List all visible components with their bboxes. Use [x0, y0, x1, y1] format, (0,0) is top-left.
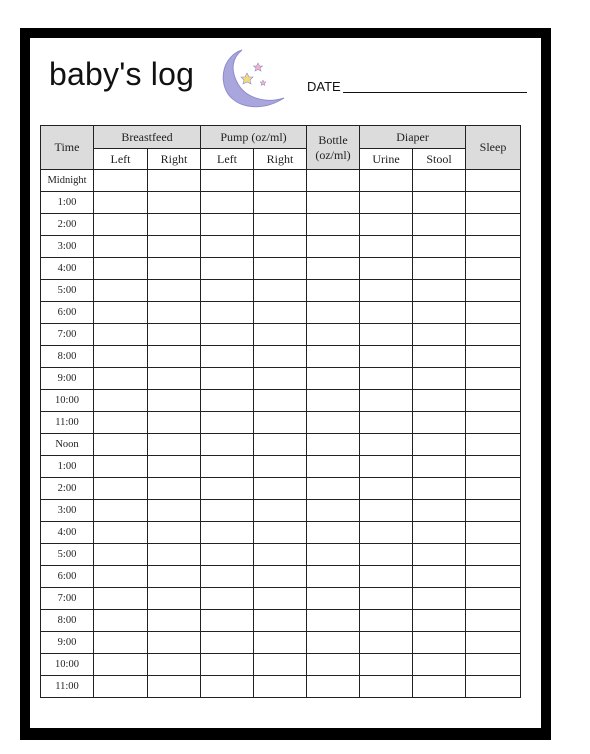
- header-breastfeed: Breastfeed: [94, 126, 201, 149]
- breastfeed-right-cell[interactable]: [148, 654, 201, 676]
- pump-left-cell[interactable]: [201, 478, 254, 500]
- time-cell: Noon: [41, 434, 94, 456]
- diaper-stool-cell[interactable]: [413, 434, 466, 456]
- pump-left-cell[interactable]: [201, 258, 254, 280]
- pump-right-cell[interactable]: [254, 390, 307, 412]
- diaper-urine-cell[interactable]: [360, 324, 413, 346]
- diaper-stool-cell[interactable]: [413, 456, 466, 478]
- breastfeed-right-cell[interactable]: [148, 434, 201, 456]
- header-bottle: Bottle (oz/ml): [307, 126, 360, 170]
- pump-right-cell[interactable]: [254, 588, 307, 610]
- breastfeed-left-cell[interactable]: [94, 236, 148, 258]
- pump-left-cell[interactable]: [201, 214, 254, 236]
- time-cell: 7:00: [41, 324, 94, 346]
- bottle-cell[interactable]: [307, 654, 360, 676]
- sleep-cell[interactable]: [466, 588, 521, 610]
- bottle-cell[interactable]: [307, 214, 360, 236]
- time-cell: 4:00: [41, 258, 94, 280]
- time-cell: 8:00: [41, 346, 94, 368]
- table-row: [41, 170, 521, 192]
- time-cell: 5:00: [41, 544, 94, 566]
- breastfeed-right-cell[interactable]: [148, 390, 201, 412]
- table-row: [41, 676, 521, 698]
- diaper-urine-cell[interactable]: [360, 522, 413, 544]
- breastfeed-right-cell[interactable]: [148, 544, 201, 566]
- diaper-stool-cell[interactable]: [413, 368, 466, 390]
- breastfeed-right-cell[interactable]: [148, 412, 201, 434]
- breastfeed-right-cell[interactable]: [148, 170, 201, 192]
- pump-left-cell[interactable]: [201, 346, 254, 368]
- breastfeed-left-cell[interactable]: [94, 522, 148, 544]
- time-cell: 7:00: [41, 588, 94, 610]
- breastfeed-right-cell[interactable]: [148, 610, 201, 632]
- date-field[interactable]: [343, 92, 527, 93]
- table-row: [41, 302, 521, 324]
- bottle-cell[interactable]: [307, 566, 360, 588]
- table-row: [41, 412, 521, 434]
- sleep-cell[interactable]: [466, 566, 521, 588]
- time-cell: 3:00: [41, 500, 94, 522]
- diaper-urine-cell[interactable]: [360, 456, 413, 478]
- pump-right-cell[interactable]: [254, 610, 307, 632]
- page-title: baby's log: [49, 56, 195, 92]
- time-cell: 10:00: [41, 390, 94, 412]
- table-row: [41, 236, 521, 258]
- time-cell: 9:00: [41, 632, 94, 654]
- pump-right-cell[interactable]: [254, 302, 307, 324]
- diaper-stool-cell[interactable]: [413, 478, 466, 500]
- bottle-cell[interactable]: [307, 192, 360, 214]
- pump-left-cell[interactable]: [201, 390, 254, 412]
- diaper-stool-cell[interactable]: [413, 236, 466, 258]
- pump-right-cell[interactable]: [254, 324, 307, 346]
- sleep-cell[interactable]: [466, 390, 521, 412]
- pump-left-cell[interactable]: [201, 302, 254, 324]
- breastfeed-left-cell[interactable]: [94, 654, 148, 676]
- breastfeed-left-cell[interactable]: [94, 478, 148, 500]
- diaper-stool-cell[interactable]: [413, 654, 466, 676]
- time-cell: 10:00: [41, 654, 94, 676]
- header-breastfeed-left: Left: [94, 149, 148, 170]
- time-cell: 8:00: [41, 610, 94, 632]
- diaper-stool-cell[interactable]: [413, 610, 466, 632]
- diaper-stool-cell[interactable]: [413, 390, 466, 412]
- table-row: [41, 390, 521, 412]
- header-breastfeed-right: Right: [148, 149, 201, 170]
- pump-left-cell[interactable]: [201, 654, 254, 676]
- pump-left-cell[interactable]: [201, 500, 254, 522]
- table-row: [41, 632, 521, 654]
- diaper-urine-cell[interactable]: [360, 544, 413, 566]
- breastfeed-left-cell[interactable]: [94, 324, 148, 346]
- bottle-cell[interactable]: [307, 676, 360, 698]
- diaper-stool-cell[interactable]: [413, 566, 466, 588]
- pump-right-cell[interactable]: [254, 258, 307, 280]
- time-cell: Midnight: [41, 170, 94, 192]
- diaper-stool-cell[interactable]: [413, 632, 466, 654]
- sleep-cell[interactable]: [466, 654, 521, 676]
- pump-right-cell[interactable]: [254, 566, 307, 588]
- pump-left-cell[interactable]: [201, 368, 254, 390]
- sleep-cell[interactable]: [466, 412, 521, 434]
- pump-right-cell[interactable]: [254, 192, 307, 214]
- time-cell: 9:00: [41, 368, 94, 390]
- table-row: [41, 478, 521, 500]
- breastfeed-left-cell[interactable]: [94, 456, 148, 478]
- breastfeed-right-cell[interactable]: [148, 236, 201, 258]
- pump-right-cell[interactable]: [254, 632, 307, 654]
- sleep-cell[interactable]: [466, 236, 521, 258]
- bottle-cell[interactable]: [307, 258, 360, 280]
- pump-left-cell[interactable]: [201, 434, 254, 456]
- breastfeed-left-cell[interactable]: [94, 412, 148, 434]
- table-row: [41, 588, 521, 610]
- breastfeed-right-cell[interactable]: [148, 632, 201, 654]
- pump-left-cell[interactable]: [201, 412, 254, 434]
- time-cell: 6:00: [41, 302, 94, 324]
- diaper-stool-cell[interactable]: [413, 522, 466, 544]
- pump-right-cell[interactable]: [254, 170, 307, 192]
- pump-right-cell[interactable]: [254, 412, 307, 434]
- sleep-cell[interactable]: [466, 500, 521, 522]
- pump-right-cell[interactable]: [254, 236, 307, 258]
- diaper-urine-cell[interactable]: [360, 478, 413, 500]
- pump-right-cell[interactable]: [254, 434, 307, 456]
- sleep-cell[interactable]: [466, 170, 521, 192]
- header-pump-right: Right: [254, 149, 307, 170]
- table-row: [41, 368, 521, 390]
- diaper-urine-cell[interactable]: [360, 368, 413, 390]
- breastfeed-right-cell[interactable]: [148, 478, 201, 500]
- bottle-cell[interactable]: [307, 412, 360, 434]
- bottle-cell[interactable]: [307, 302, 360, 324]
- pump-left-cell[interactable]: [201, 676, 254, 698]
- time-cell: 6:00: [41, 566, 94, 588]
- time-cell: 3:00: [41, 236, 94, 258]
- diaper-urine-cell[interactable]: [360, 566, 413, 588]
- sleep-cell[interactable]: [466, 522, 521, 544]
- log-table-body: [41, 170, 521, 698]
- sleep-cell[interactable]: [466, 676, 521, 698]
- sleep-cell[interactable]: [466, 544, 521, 566]
- diaper-urine-cell[interactable]: [360, 654, 413, 676]
- time-cell: 2:00: [41, 214, 94, 236]
- time-cell: 5:00: [41, 280, 94, 302]
- diaper-urine-cell[interactable]: [360, 390, 413, 412]
- pump-left-cell[interactable]: [201, 522, 254, 544]
- diaper-stool-cell[interactable]: [413, 544, 466, 566]
- bottle-cell[interactable]: [307, 522, 360, 544]
- sleep-cell[interactable]: [466, 610, 521, 632]
- pump-right-cell[interactable]: [254, 280, 307, 302]
- pump-right-cell[interactable]: [254, 478, 307, 500]
- diaper-urine-cell[interactable]: [360, 280, 413, 302]
- diaper-stool-cell[interactable]: [413, 500, 466, 522]
- table-row: [41, 654, 521, 676]
- bottle-cell[interactable]: [307, 324, 360, 346]
- breastfeed-left-cell[interactable]: [94, 588, 148, 610]
- diaper-stool-cell[interactable]: [413, 170, 466, 192]
- breastfeed-right-cell[interactable]: [148, 368, 201, 390]
- moon-icon: [216, 46, 288, 110]
- sleep-cell[interactable]: [466, 192, 521, 214]
- bottle-cell[interactable]: [307, 632, 360, 654]
- sleep-cell[interactable]: [466, 368, 521, 390]
- table-row: [41, 280, 521, 302]
- breastfeed-right-cell[interactable]: [148, 214, 201, 236]
- diaper-urine-cell[interactable]: [360, 434, 413, 456]
- diaper-stool-cell[interactable]: [413, 192, 466, 214]
- breastfeed-right-cell[interactable]: [148, 566, 201, 588]
- sleep-cell[interactable]: [466, 280, 521, 302]
- diaper-urine-cell[interactable]: [360, 610, 413, 632]
- sleep-cell[interactable]: [466, 324, 521, 346]
- breastfeed-right-cell[interactable]: [148, 500, 201, 522]
- sleep-cell[interactable]: [466, 258, 521, 280]
- diaper-urine-cell[interactable]: [360, 632, 413, 654]
- breastfeed-left-cell[interactable]: [94, 434, 148, 456]
- diaper-stool-cell[interactable]: [413, 258, 466, 280]
- diaper-stool-cell[interactable]: [413, 676, 466, 698]
- pump-left-cell[interactable]: [201, 170, 254, 192]
- breastfeed-right-cell[interactable]: [148, 588, 201, 610]
- sleep-cell[interactable]: [466, 346, 521, 368]
- bottle-cell[interactable]: [307, 236, 360, 258]
- pump-left-cell[interactable]: [201, 588, 254, 610]
- header-time: Time: [41, 126, 94, 170]
- pump-right-cell[interactable]: [254, 214, 307, 236]
- pump-right-cell[interactable]: [254, 676, 307, 698]
- table-row: [41, 522, 521, 544]
- breastfeed-left-cell[interactable]: [94, 566, 148, 588]
- breastfeed-right-cell[interactable]: [148, 346, 201, 368]
- bottle-cell[interactable]: [307, 170, 360, 192]
- time-cell: 2:00: [41, 478, 94, 500]
- pump-left-cell[interactable]: [201, 280, 254, 302]
- bottle-cell[interactable]: [307, 610, 360, 632]
- pump-right-cell[interactable]: [254, 544, 307, 566]
- time-cell: 1:00: [41, 456, 94, 478]
- pump-left-cell[interactable]: [201, 236, 254, 258]
- bottle-cell[interactable]: [307, 544, 360, 566]
- sleep-cell[interactable]: [466, 478, 521, 500]
- time-cell: 1:00: [41, 192, 94, 214]
- breastfeed-right-cell[interactable]: [148, 456, 201, 478]
- table-row: [41, 434, 521, 456]
- bottle-cell[interactable]: [307, 434, 360, 456]
- pump-left-cell[interactable]: [201, 456, 254, 478]
- date-label: DATE: [307, 79, 341, 94]
- bottle-cell[interactable]: [307, 588, 360, 610]
- breastfeed-left-cell[interactable]: [94, 500, 148, 522]
- breastfeed-left-cell[interactable]: [94, 390, 148, 412]
- breastfeed-left-cell[interactable]: [94, 544, 148, 566]
- table-row: [41, 192, 521, 214]
- breastfeed-left-cell[interactable]: [94, 632, 148, 654]
- diaper-urine-cell[interactable]: [360, 214, 413, 236]
- pump-left-cell[interactable]: [201, 192, 254, 214]
- diaper-stool-cell[interactable]: [413, 280, 466, 302]
- diaper-stool-cell[interactable]: [413, 588, 466, 610]
- header-diaper-urine: Urine: [360, 149, 413, 170]
- pump-left-cell[interactable]: [201, 566, 254, 588]
- diaper-urine-cell[interactable]: [360, 588, 413, 610]
- bottle-cell[interactable]: [307, 500, 360, 522]
- sleep-cell[interactable]: [466, 632, 521, 654]
- breastfeed-left-cell[interactable]: [94, 258, 148, 280]
- breastfeed-left-cell[interactable]: [94, 170, 148, 192]
- breastfeed-right-cell[interactable]: [148, 676, 201, 698]
- breastfeed-right-cell[interactable]: [148, 324, 201, 346]
- breastfeed-left-cell[interactable]: [94, 214, 148, 236]
- pump-left-cell[interactable]: [201, 610, 254, 632]
- breastfeed-right-cell[interactable]: [148, 302, 201, 324]
- breastfeed-right-cell[interactable]: [148, 258, 201, 280]
- table-row: [41, 456, 521, 478]
- bottle-cell[interactable]: [307, 280, 360, 302]
- breastfeed-left-cell[interactable]: [94, 302, 148, 324]
- diaper-urine-cell[interactable]: [360, 346, 413, 368]
- table-row: [41, 258, 521, 280]
- pump-left-cell[interactable]: [201, 544, 254, 566]
- header-pump-left: Left: [201, 149, 254, 170]
- breastfeed-left-cell[interactable]: [94, 368, 148, 390]
- bottle-cell[interactable]: [307, 456, 360, 478]
- diaper-stool-cell[interactable]: [413, 214, 466, 236]
- sleep-cell[interactable]: [466, 434, 521, 456]
- bottle-cell[interactable]: [307, 390, 360, 412]
- time-cell: 11:00: [41, 412, 94, 434]
- pump-right-cell[interactable]: [254, 522, 307, 544]
- header-sleep: Sleep: [466, 126, 521, 170]
- sleep-cell[interactable]: [466, 214, 521, 236]
- diaper-stool-cell[interactable]: [413, 412, 466, 434]
- table-row: [41, 214, 521, 236]
- diaper-urine-cell[interactable]: [360, 302, 413, 324]
- diaper-urine-cell[interactable]: [360, 258, 413, 280]
- breastfeed-right-cell[interactable]: [148, 522, 201, 544]
- bottle-cell[interactable]: [307, 478, 360, 500]
- pump-right-cell[interactable]: [254, 346, 307, 368]
- breastfeed-right-cell[interactable]: [148, 280, 201, 302]
- diaper-urine-cell[interactable]: [360, 236, 413, 258]
- breastfeed-left-cell[interactable]: [94, 346, 148, 368]
- pump-right-cell[interactable]: [254, 456, 307, 478]
- table-row: [41, 500, 521, 522]
- diaper-urine-cell[interactable]: [360, 412, 413, 434]
- pump-left-cell[interactable]: [201, 324, 254, 346]
- pump-right-cell[interactable]: [254, 654, 307, 676]
- sleep-cell[interactable]: [466, 302, 521, 324]
- bottle-cell[interactable]: [307, 368, 360, 390]
- diaper-stool-cell[interactable]: [413, 346, 466, 368]
- pump-right-cell[interactable]: [254, 500, 307, 522]
- header-diaper-stool: Stool: [413, 149, 466, 170]
- table-row: [41, 610, 521, 632]
- sleep-cell[interactable]: [466, 456, 521, 478]
- pump-left-cell[interactable]: [201, 632, 254, 654]
- table-row: [41, 324, 521, 346]
- diaper-urine-cell[interactable]: [360, 676, 413, 698]
- log-table: [40, 125, 521, 698]
- header-diaper: Diaper: [360, 126, 466, 149]
- breastfeed-right-cell[interactable]: [148, 192, 201, 214]
- breastfeed-left-cell[interactable]: [94, 280, 148, 302]
- time-cell: 4:00: [41, 522, 94, 544]
- header-pump: Pump (oz/ml): [201, 126, 307, 149]
- diaper-stool-cell[interactable]: [413, 324, 466, 346]
- breastfeed-left-cell[interactable]: [94, 676, 148, 698]
- table-row: [41, 346, 521, 368]
- bottle-cell[interactable]: [307, 346, 360, 368]
- breastfeed-left-cell[interactable]: [94, 610, 148, 632]
- diaper-urine-cell[interactable]: [360, 500, 413, 522]
- table-row: [41, 566, 521, 588]
- pump-right-cell[interactable]: [254, 368, 307, 390]
- diaper-urine-cell[interactable]: [360, 170, 413, 192]
- breastfeed-left-cell[interactable]: [94, 192, 148, 214]
- diaper-urine-cell[interactable]: [360, 192, 413, 214]
- table-row: [41, 544, 521, 566]
- diaper-stool-cell[interactable]: [413, 302, 466, 324]
- time-cell: 11:00: [41, 676, 94, 698]
